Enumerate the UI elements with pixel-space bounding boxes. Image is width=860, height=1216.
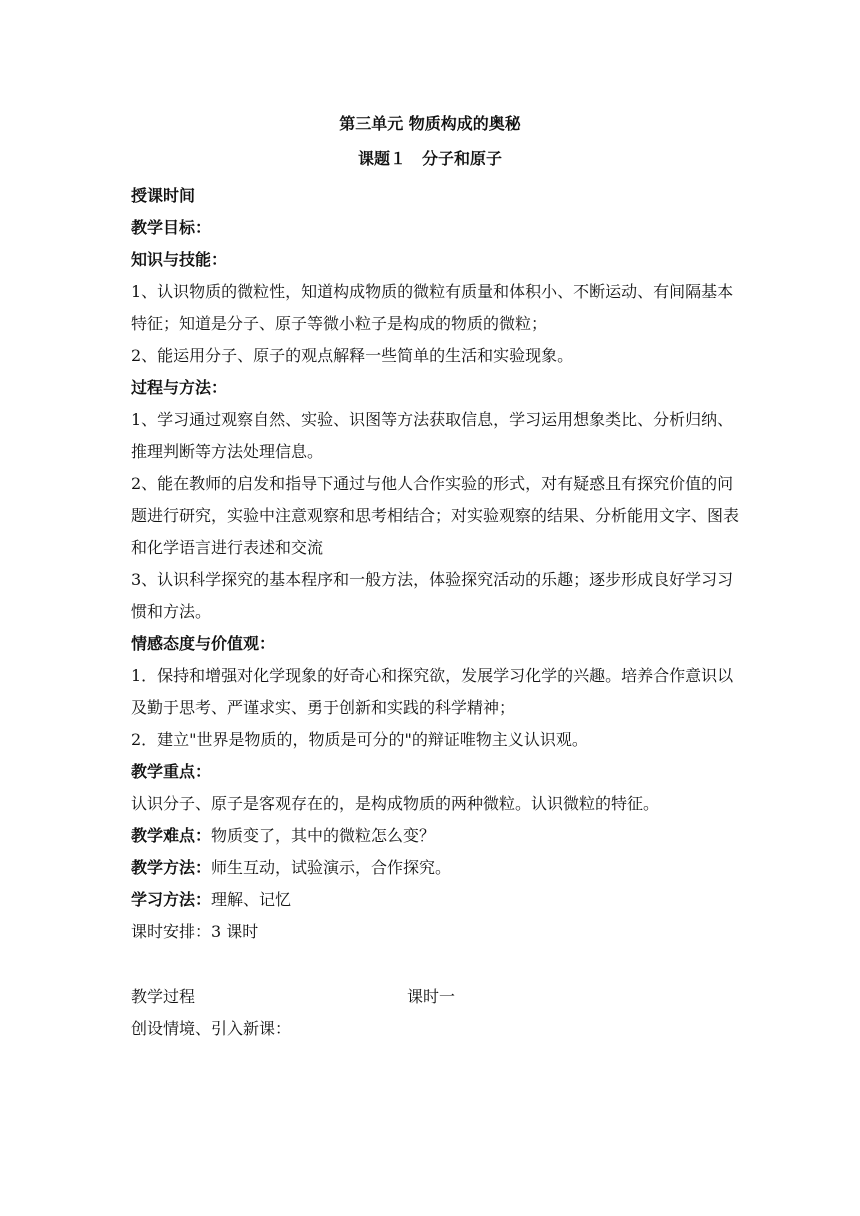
key-points-heading: 教学重点：: [131, 762, 212, 781]
knowledge-item-1: 1、认识物质的微粒性，知道构成物质的微粒有质量和体积小、不断运动、有间隔基本特征；知道是分子、原子等微小粒子是构成的物质的微粒；: [131, 282, 734, 333]
process-heading: 过程与方法：: [131, 378, 228, 397]
page-subtitle: 课题１ 分子和原子: [357, 149, 502, 168]
attitude-item-1: 1．保持和增强对化学现象的好奇心和探究欲，发展学习化学的兴趣。培养合作意识以及勤于思考、严谨求实、勇于创新和实践的科学精神；: [131, 666, 734, 717]
process-item-1: 1、学习通过观察自然、实验、识图等方法获取信息，学习运用想象类比、分析归纳、推理判断等方法处理信息。: [131, 410, 734, 461]
schedule-line: 课时安排：3 课时: [131, 922, 259, 941]
teaching-method-label: 教学方法：: [131, 858, 212, 877]
knowledge-item-2: 2、能运用分子、原子的观点解释一些简单的生活和实验现象。: [131, 346, 574, 365]
process-item-2: 2、能在教师的启发和指导下通过与他人合作实验的形式，对有疑惑且有探究价值的问题进行研究，实验中注意观察和思考相结合；对实验观察的结果、分析能用文字、图表和化学语言进行表述和交流: [131, 474, 740, 557]
key-points-text: 认识分子、原子是客观存在的，是构成物质的两种微粒。认识微粒的特征。: [131, 794, 660, 813]
teaching-method-text: 师生互动，试验演示，合作探究。: [211, 858, 452, 877]
learning-method-label: 学习方法：: [131, 890, 212, 909]
page-title: 第三单元 物质构成的奥秘: [339, 114, 521, 133]
blank-line: [131, 948, 743, 981]
attitude-item-2: 2．建立"世界是物质的，物质是可分的"的辩证唯物主义认识观。: [131, 730, 588, 749]
intro-line: 创设情境、引入新课：: [131, 1019, 292, 1038]
document-body: [131, 180, 743, 1045]
process-item-3: 3、认识科学探究的基本程序和一般方法，体验探究活动的乐趣；逐步形成良好学习习惯和方法。: [131, 570, 734, 621]
difficulty-label: 教学难点：: [131, 826, 212, 845]
process-label: 教学过程: [131, 987, 196, 1006]
teaching-method-line: [131, 852, 743, 884]
attitude-heading: 情感态度与价值观：: [131, 634, 276, 653]
lesson-label: 课时一: [407, 987, 456, 1006]
process-row: [131, 981, 743, 1013]
class-time-heading: 授课时间: [131, 186, 196, 205]
learning-method-text: 理解、记忆: [211, 890, 292, 909]
difficulty-text: 物质变了，其中的微粒怎么变？: [211, 826, 436, 845]
knowledge-heading: 知识与技能：: [131, 250, 228, 269]
objectives-heading: 教学目标：: [131, 218, 212, 237]
learning-method-line: [131, 884, 743, 916]
difficulty-line: [131, 820, 743, 852]
